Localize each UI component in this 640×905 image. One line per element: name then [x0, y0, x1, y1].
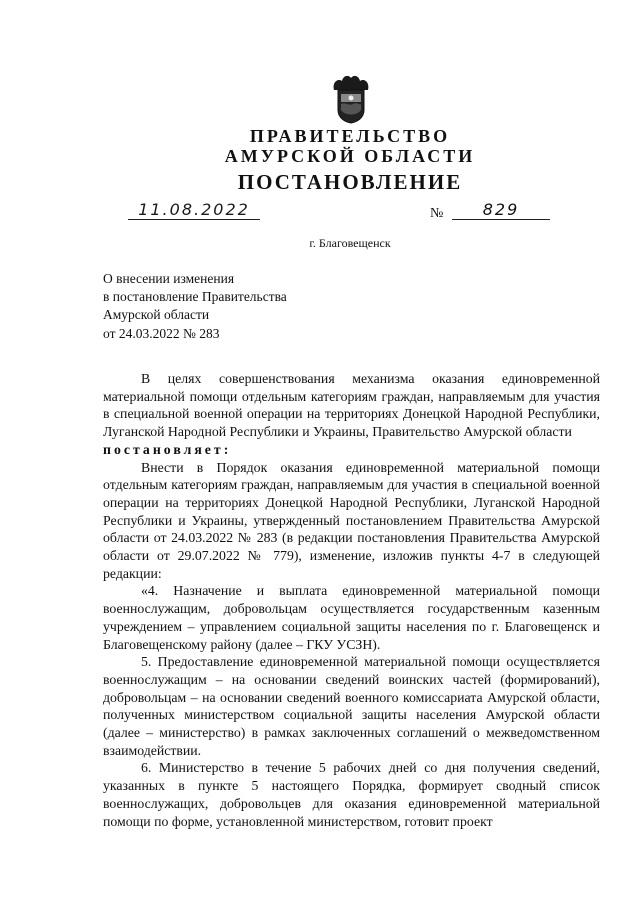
- org-title-line2: АМУРСКОЙ ОБЛАСТИ: [224, 146, 476, 166]
- body-paragraph: «4. Назначение и выплата единовременной материальной помощи военнослужащим, добровольцам осуществляется государственным казенным учреждением – управлением социальной защиты населения по г. Благовещенск и Благовещенскому району (далее – ГКУ УСЗН).: [103, 583, 600, 652]
- subject-line: О внесении изменения: [103, 271, 235, 286]
- document-body: [103, 370, 600, 830]
- subject-line: от 24.03.2022 № 283: [103, 325, 220, 341]
- body-paragraph: Внести в Порядок оказания единовременной материальной помощи отдельным категориям граждан, направляемым для участия в специальной военной операции на территориях Донецкой Народной Республики, Луганской Народной Республики и Украины, утвержденный постановлением Правительства Амурской области от 24.03.2022 № 283 (в редакции постановления Правительства Амурской области от 29.07.2022 № 779), изменение, изложив пункты 4-7 в следующей редакции:: [103, 459, 600, 581]
- document-subject: [103, 270, 287, 343]
- document-type-title: ПОСТАНОВЛЕНИЕ: [237, 170, 463, 194]
- document-number: 829: [452, 200, 550, 220]
- document-date: 11.08.2022: [128, 200, 260, 220]
- coat-of-arms-emblem: [330, 72, 372, 124]
- resolves-heading: постановляет:: [103, 441, 232, 457]
- city-label: г. Благовещенск: [309, 236, 391, 250]
- body-paragraph: В целях совершенствования механизма оказания единовременной материальной помощи отдельным категориям граждан, направляемым для участия в специальной военной операции на территориях Донецкой Народной Республики, Луганской Народной Республики и Украины, Правительство Амурской области: [103, 371, 600, 440]
- body-paragraph: 6. Министерство в течение 5 рабочих дней со дня получения сведений, указанных в пункте 5 настоящего Порядка, формирует сводный список военнослужащих, добровольцев для оказания единовременной материальной помощи по форме, установленной министерством, готовит проект: [103, 760, 600, 829]
- org-title-line1: ПРАВИТЕЛЬСТВО: [249, 126, 451, 146]
- subject-line: Амурской области: [103, 307, 210, 323]
- number-sign: №: [430, 206, 444, 221]
- subject-line: в постановление Правительства: [103, 289, 287, 305]
- body-paragraph: 5. Предоставление единовременной материальной помощи осуществляется военнослужащим – на основании сведений воинских частей (формирований), добровольцам – на основании сведений военного комиссариата Амурской области, полученных министерством социальной защиты населения Амурской области (далее – министерство) в рамках заключенных соглашений о межведомственном взаимодействии.: [103, 654, 600, 758]
